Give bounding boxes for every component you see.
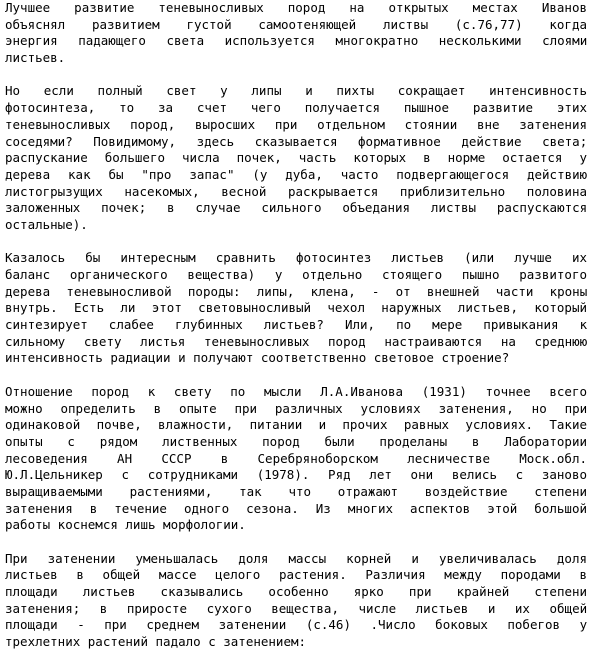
text-line: площади листьев сказывались особенно ярко при крайней степени [5,584,588,600]
text-line: внутрь. Есть ли этот световыносливый чехол наружных листьев, который [5,300,587,316]
text-line: теневыносливых пород, выросших при отдельном стоянии вне затенения [5,116,587,132]
text-line: энергия падающего света используется многократно несколькими слоями [5,33,588,49]
paragraph [5,384,587,534]
text-line: одинаковой почве, влажности, питании и прочих равных условиях. Такие [5,417,587,433]
text-line: затенения в течение одного сезона. Из многих аспектов этой большой [5,500,587,516]
text-line: интенсивность радиации и получают соответственно световое строение? [5,350,510,366]
text-line: работы коснемся лишь морфологии. [5,517,246,533]
text-line: остальные). [5,216,88,232]
text-line: фотосинтеза, то за счет чего получается пышное развитие этих [5,100,587,116]
text-line: объяснял развитием густой самоотеняющей листвы (с.76,77) когда [5,16,587,32]
text-line: дерева как бы "про запас" (у дуба, часто подвергающегося действию [5,166,588,182]
text-line: Лучшее развитие теневыносливых пород на открытых местах Иванов [5,0,587,15]
text-line: листьев в общей массе целого растения. Различия между породами в [5,567,587,583]
paragraph [5,250,587,367]
text-line: соседями? Повидимому, здесь сказывается формативное действие света; [5,133,588,149]
text-line: трехлетних растений падало с затенением: [5,634,307,650]
document-body [5,0,587,668]
text-line: можно определить в опыте при различных условиях затенения, но при [5,400,588,416]
text-line: выращиваемыми растениями, так что отражают воздействие степени [5,483,587,499]
text-line: листьев. [5,50,66,66]
text-line: лесоведения АН СССР в Серебряноборском лесничестве Моск.обл. [5,450,587,466]
text-line: затенения; в приросте сухого вещества, числе листьев и их общей [5,600,588,616]
text-line: синтезирует слабее глубинных листьев? Или, по мере привыкания к [5,317,588,333]
text-line: Но если полный свет у липы и пихты сокращает интенсивность [5,83,587,99]
paragraph [5,0,587,67]
text-line: площади - при среднем затенении (с.46) .Число боковых побегов у [5,617,588,633]
text-line: опыты с рядом лиственных пород были проделаны в Лаборатории [5,433,588,449]
text-line: При затенении уменьшалась доля массы корней и увеличивалась доля [5,550,587,566]
paragraph [5,551,587,651]
text-line: баланс органического вещества) у отдельно стоящего пышно развитого [5,267,587,282]
text-line: Казалось бы интересным сравнить фотосинтез листьев (или лучше их [5,250,587,266]
text-line: Отношение пород к свету по мысли Л.А.Иванова (1931) точнее всего [5,383,587,399]
text-line: заложенных почек; в случае сильного объедания листвы распускаются [5,200,588,216]
text-line: Ю.Л.Цельникер с сотрудниками (1978). Ряд лет они велись с заново [5,467,587,483]
text-line: распускание большего числа почек, часть которых в норме остается у [5,150,587,166]
text-line: сильному свету листья теневыносливых пород настраиваются на среднюю [5,333,588,349]
text-line: дерева теневыносливой породы: липы, клена, - от внешней части кроны [5,283,588,299]
paragraph [5,83,587,233]
text-line: листогрызущих насекомых, весной раскрывается приблизительно половина [5,183,587,199]
